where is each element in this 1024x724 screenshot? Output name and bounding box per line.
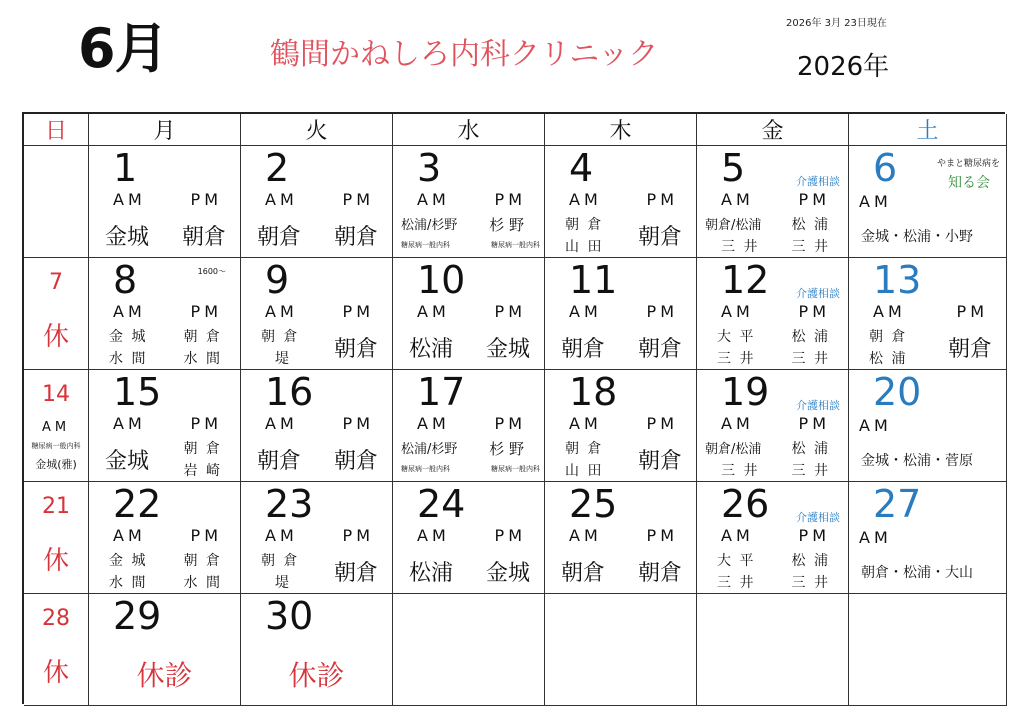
am-label: AM <box>417 526 450 545</box>
pm-doctor-1: 松 浦 <box>791 441 830 457</box>
am-doctor: 朝倉 <box>561 561 606 586</box>
closed-label: 休診 <box>288 659 345 692</box>
day-number: 23 <box>265 482 314 526</box>
day-number: 2 <box>265 146 290 190</box>
day-cell-2 <box>241 146 393 258</box>
am-specialty: 糖尿病一般内科 <box>401 465 450 473</box>
pm-doctor-2: 水 間 <box>183 351 222 367</box>
specialty-note: 糖尿病一般内科 <box>31 442 81 450</box>
pm-doctor: 朝倉 <box>181 225 226 250</box>
pm-doctor-1: 松 浦 <box>791 329 830 345</box>
am-doctors: 金城・松浦・菅原 <box>861 453 973 469</box>
day-number: 10 <box>417 258 466 302</box>
am-doctor-2: 三 井 <box>721 239 760 255</box>
am-doctor-1: 朝倉/松浦 <box>705 442 762 457</box>
am-doctor-2: 山 田 <box>565 239 604 255</box>
am-doctor-1: 金 城 <box>109 329 148 345</box>
day-number: 6 <box>873 146 898 190</box>
day-number: 1 <box>113 146 138 190</box>
pm-doctor-1: 朝 倉 <box>183 329 222 345</box>
day-number: 3 <box>417 146 442 190</box>
day-cell-17 <box>393 370 545 482</box>
pm-specialty: 糖尿病一般内科 <box>491 241 540 249</box>
day-cell-5 <box>697 146 849 258</box>
pm-label: PM <box>342 526 374 545</box>
day-number: 11 <box>569 258 618 302</box>
am-label: AM <box>113 302 146 321</box>
pm-doctor: 朝倉 <box>637 561 682 586</box>
day-cell-25 <box>545 482 697 594</box>
day-cell-12 <box>697 258 849 370</box>
holiday-label: 休 <box>42 658 69 688</box>
pm-label: PM <box>494 526 526 545</box>
day-cell-16 <box>241 370 393 482</box>
care-consult-note: 介護相談 <box>796 175 840 188</box>
day-cell-empty <box>393 594 545 706</box>
closed-label: 休診 <box>136 659 193 692</box>
am-doctor-2: 堤 <box>275 351 291 367</box>
day-number: 28 <box>42 606 70 631</box>
am-doctor: 朝倉 <box>561 337 606 362</box>
pm-label: PM <box>956 302 988 321</box>
am-doctor-2: 水 間 <box>109 575 148 591</box>
pm-label: PM <box>342 414 374 433</box>
am-label: AM <box>721 190 754 209</box>
day-cell-24 <box>393 482 545 594</box>
am-label: AM <box>265 302 298 321</box>
pm-doctor: 杉 野 <box>489 440 524 458</box>
am-label: AM <box>113 526 146 545</box>
day-cell-18 <box>545 370 697 482</box>
day-number: 19 <box>721 370 770 414</box>
pm-label: PM <box>646 526 678 545</box>
day-cell-9 <box>241 258 393 370</box>
am-label: AM <box>859 416 892 435</box>
am-label: AM <box>265 526 298 545</box>
pm-doctor: 朝倉 <box>333 337 378 362</box>
pm-label: PM <box>190 414 222 433</box>
am-doctor: 松浦 <box>409 561 454 586</box>
weekday-wed: 水 <box>393 114 545 146</box>
pm-label: PM <box>190 302 222 321</box>
am-label: AM <box>721 302 754 321</box>
am-doctor: 松浦/杉野 <box>401 218 458 233</box>
am-label: AM <box>113 190 146 209</box>
am-doctor: 金城(雅) <box>35 458 77 471</box>
am-doctor: 松浦/杉野 <box>401 442 458 457</box>
pm-doctor: 金城 <box>485 561 530 586</box>
am-label: AM <box>265 190 298 209</box>
month-title: 6月 <box>78 17 168 80</box>
pm-doctor: 朝倉 <box>637 225 682 250</box>
day-number: 4 <box>569 146 594 190</box>
am-doctor-1: 朝倉/松浦 <box>705 218 762 233</box>
am-label: AM <box>417 414 450 433</box>
pm-doctor: 朝倉 <box>637 449 682 474</box>
pm-doctor-1: 松 浦 <box>791 553 830 569</box>
am-doctor-2: 水 間 <box>109 351 148 367</box>
care-consult-note: 介護相談 <box>796 399 840 412</box>
am-doctor-2: 松 浦 <box>869 351 908 367</box>
day-cell-30 <box>241 594 393 706</box>
day-cell-11 <box>545 258 697 370</box>
day-number: 20 <box>873 370 922 414</box>
am-label: AM <box>569 302 602 321</box>
day-cell-14 <box>24 370 89 482</box>
am-label: AM <box>41 420 71 435</box>
pm-doctor-2: 三 井 <box>791 463 830 479</box>
am-doctor: 松浦 <box>409 337 454 362</box>
am-doctor-2: 三 井 <box>717 575 756 591</box>
am-doctor-2: 三 井 <box>721 463 760 479</box>
pm-doctor: 金城 <box>485 337 530 362</box>
am-label: AM <box>873 302 906 321</box>
pm-doctor-2: 三 井 <box>791 351 830 367</box>
day-cell-21 <box>24 482 89 594</box>
am-label: AM <box>113 414 146 433</box>
am-doctor-1: 金 城 <box>109 553 148 569</box>
pm-doctor-1: 朝 倉 <box>183 553 222 569</box>
day-number: 8 <box>113 258 138 302</box>
day-number: 30 <box>265 594 314 638</box>
am-doctor-2: 三 井 <box>717 351 756 367</box>
pm-doctor-2: 三 井 <box>791 239 830 255</box>
am-label: AM <box>569 190 602 209</box>
weekday-fri: 金 <box>697 114 849 146</box>
pm-doctor: 朝倉 <box>333 561 378 586</box>
pm-label: PM <box>494 302 526 321</box>
day-cell-empty <box>697 594 849 706</box>
pm-doctor: 朝倉 <box>637 337 682 362</box>
pm-specialty: 糖尿病一般内科 <box>491 465 540 473</box>
day-number: 17 <box>417 370 466 414</box>
pm-label: PM <box>798 190 830 209</box>
day-cell-10 <box>393 258 545 370</box>
day-number: 18 <box>569 370 618 414</box>
am-doctor-1: 朝 倉 <box>261 329 300 345</box>
am-label: AM <box>569 414 602 433</box>
pm-label: PM <box>342 302 374 321</box>
am-doctor-1: 朝 倉 <box>565 441 604 457</box>
pm-doctor: 杉 野 <box>489 216 524 234</box>
am-label: AM <box>721 414 754 433</box>
am-label: AM <box>417 190 450 209</box>
pm-doctor: 朝倉 <box>333 225 378 250</box>
day-cell-29 <box>89 594 241 706</box>
day-number: 26 <box>721 482 770 526</box>
pm-doctor-1: 松 浦 <box>791 217 830 233</box>
day-number: 21 <box>42 494 70 519</box>
pm-label: PM <box>190 526 222 545</box>
day-cell-4 <box>545 146 697 258</box>
day-cell-26 <box>697 482 849 594</box>
holiday-label: 休 <box>42 322 69 352</box>
pm-label: PM <box>646 190 678 209</box>
time-note: 1600～ <box>197 267 226 276</box>
weekday-sat: 土 <box>849 114 1007 146</box>
pm-label: PM <box>494 414 526 433</box>
year-label: 2026年 <box>797 52 890 82</box>
pm-label: PM <box>646 414 678 433</box>
day-cell-7 <box>24 258 89 370</box>
day-number: 22 <box>113 482 162 526</box>
day-number: 12 <box>721 258 770 302</box>
day-cell-empty <box>545 594 697 706</box>
pm-label: PM <box>798 526 830 545</box>
pm-doctor: 朝倉 <box>333 449 378 474</box>
weekday-mon: 月 <box>89 114 241 146</box>
pm-doctor-2: 岩 崎 <box>183 463 222 479</box>
am-doctor-1: 朝 倉 <box>869 329 908 345</box>
am-doctors: 朝倉・松浦・大山 <box>861 565 973 581</box>
am-doctor: 朝倉 <box>257 225 302 250</box>
event-note: やまと糖尿病を <box>936 159 1000 169</box>
pm-label: PM <box>190 190 222 209</box>
pm-doctor-2: 水 間 <box>183 575 222 591</box>
day-number: 27 <box>873 482 922 526</box>
pm-label: PM <box>798 414 830 433</box>
holiday-label: 休 <box>42 546 69 576</box>
care-consult-note: 介護相談 <box>796 287 840 300</box>
as-of-date: 2026年 3月 23日現在 <box>786 18 887 29</box>
day-cell-empty <box>24 146 89 258</box>
am-label: AM <box>417 302 450 321</box>
pm-doctor: 朝倉 <box>947 337 992 362</box>
am-doctor-1: 大 平 <box>717 553 756 569</box>
day-cell-15 <box>89 370 241 482</box>
day-number: 24 <box>417 482 466 526</box>
pm-label: PM <box>342 190 374 209</box>
day-number: 16 <box>265 370 314 414</box>
am-doctor-2: 堤 <box>275 575 291 591</box>
am-doctor: 金城 <box>105 449 150 474</box>
am-doctors: 金城・松浦・小野 <box>861 229 973 245</box>
day-number: 5 <box>721 146 746 190</box>
am-label: AM <box>859 528 892 547</box>
day-number: 13 <box>873 258 922 302</box>
event-title: 知る会 <box>948 175 990 191</box>
am-label: AM <box>859 192 892 211</box>
clinic-name: 鶴間かねしろ内科クリニック <box>270 37 659 72</box>
am-doctor-1: 朝 倉 <box>565 217 604 233</box>
day-cell-3 <box>393 146 545 258</box>
day-cell-6 <box>849 146 1007 258</box>
pm-doctor-2: 三 井 <box>791 575 830 591</box>
day-number: 15 <box>113 370 162 414</box>
day-cell-27 <box>849 482 1007 594</box>
day-cell-empty <box>849 594 1007 706</box>
day-number: 14 <box>42 382 70 407</box>
am-label: AM <box>721 526 754 545</box>
am-doctor-2: 山 田 <box>565 463 604 479</box>
am-doctor-1: 大 平 <box>717 329 756 345</box>
am-doctor: 金城 <box>105 225 150 250</box>
weekday-tue: 火 <box>241 114 393 146</box>
day-number: 9 <box>265 258 290 302</box>
day-cell-23 <box>241 482 393 594</box>
pm-label: PM <box>646 302 678 321</box>
weekday-thu: 木 <box>545 114 697 146</box>
day-number: 7 <box>49 270 63 295</box>
pm-label: PM <box>494 190 526 209</box>
pm-label: PM <box>798 302 830 321</box>
day-cell-13 <box>849 258 1007 370</box>
pm-doctor-1: 朝 倉 <box>183 441 222 457</box>
day-cell-8 <box>89 258 241 370</box>
am-label: AM <box>569 526 602 545</box>
am-label: AM <box>265 414 298 433</box>
weekday-sun: 日 <box>24 114 89 146</box>
day-number: 25 <box>569 482 618 526</box>
am-doctor-1: 朝 倉 <box>261 553 300 569</box>
day-cell-22 <box>89 482 241 594</box>
day-cell-20 <box>849 370 1007 482</box>
day-number: 29 <box>113 594 162 638</box>
day-cell-1 <box>89 146 241 258</box>
day-cell-19 <box>697 370 849 482</box>
care-consult-note: 介護相談 <box>796 511 840 524</box>
day-cell-28 <box>24 594 89 706</box>
am-doctor: 朝倉 <box>257 449 302 474</box>
am-specialty: 糖尿病一般内科 <box>401 241 450 249</box>
calendar-grid <box>22 112 1005 704</box>
